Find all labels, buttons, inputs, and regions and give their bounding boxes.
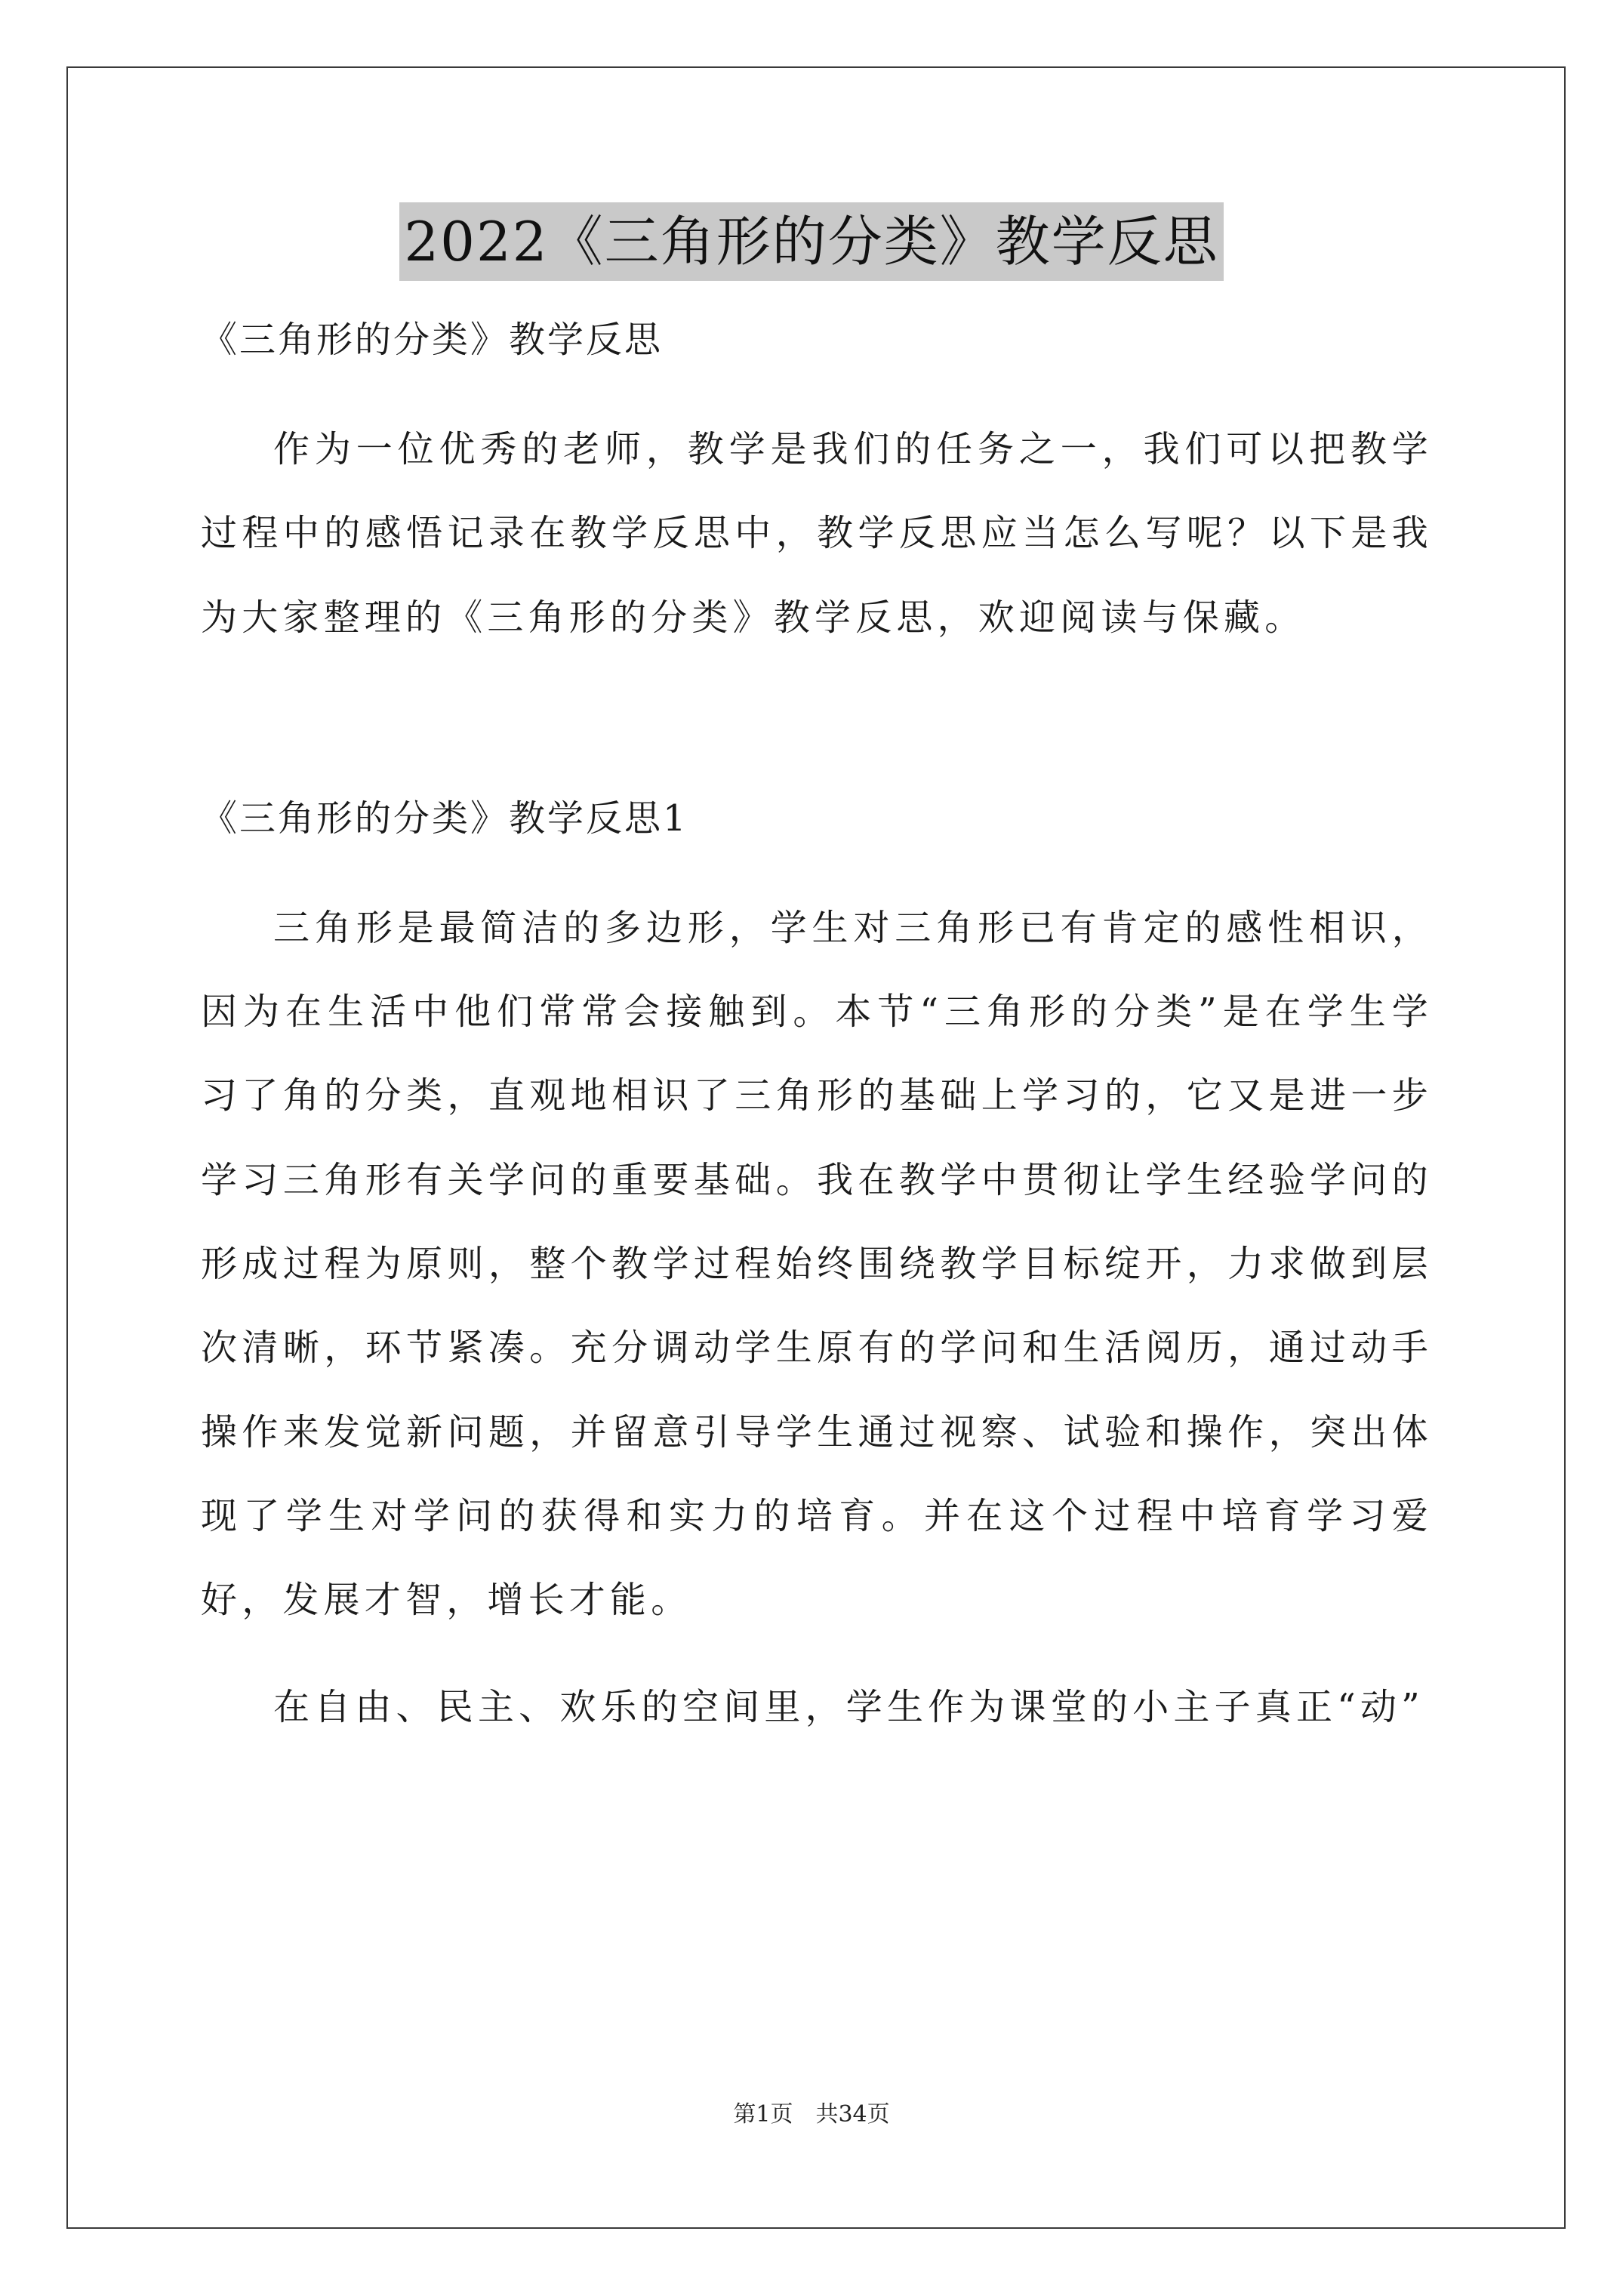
spacer <box>201 1643 1433 1666</box>
spacer <box>201 864 1433 886</box>
document-body <box>201 294 1433 1749</box>
intro-heading: 《三角形的分类》教学反思 <box>201 319 664 361</box>
section1-paragraph-2: 在自由、民主、欢乐的空间里，学生作为课堂的小主子真正“动” <box>273 1685 1424 1728</box>
spacer <box>201 385 1433 408</box>
intro-paragraph: 作为一位优秀的老师，教学是我们的任务之一，我们可以把教学过程中的感悟记录在教学反思中，教学反思应当怎么写呢？以下是我为大家整理的《三角形的分类》教学反思，欢迎阅读与保藏。 <box>201 428 1433 639</box>
spacer <box>201 660 1433 773</box>
title-container <box>0 202 1623 281</box>
section1-paragraph-1: 三角形是最简洁的多边形，学生对三角形已有肯定的感性相识，因为在生活中他们常常会接触到。本节“三角形的分类”是在学生学习了角的分类，直观地相识了三角形的基础上学习的，它又是进一步学习三角形有关学问的重要基础。我在教学中贯彻让学生经验学问的形成过程为原则，整个教学过程始终围绕教学目标绽开，力求做到层次清晰，环节紧凑。充分调动学生原有的学问和生活阅历，通过动手操作来发觉新问题，并留意引导学生通过视察、试验和操作，突出体现了学生对学问的获得和实力的培育。并在这个过程中培育学习爱好，发展才智，增长才能。 <box>201 906 1433 1622</box>
section1-heading: 《三角形的分类》教学反思1 <box>201 797 688 840</box>
document-title: 2022《三角形的分类》教学反思 <box>399 202 1223 281</box>
page-footer: 第1页 共34页 <box>733 2101 890 2128</box>
